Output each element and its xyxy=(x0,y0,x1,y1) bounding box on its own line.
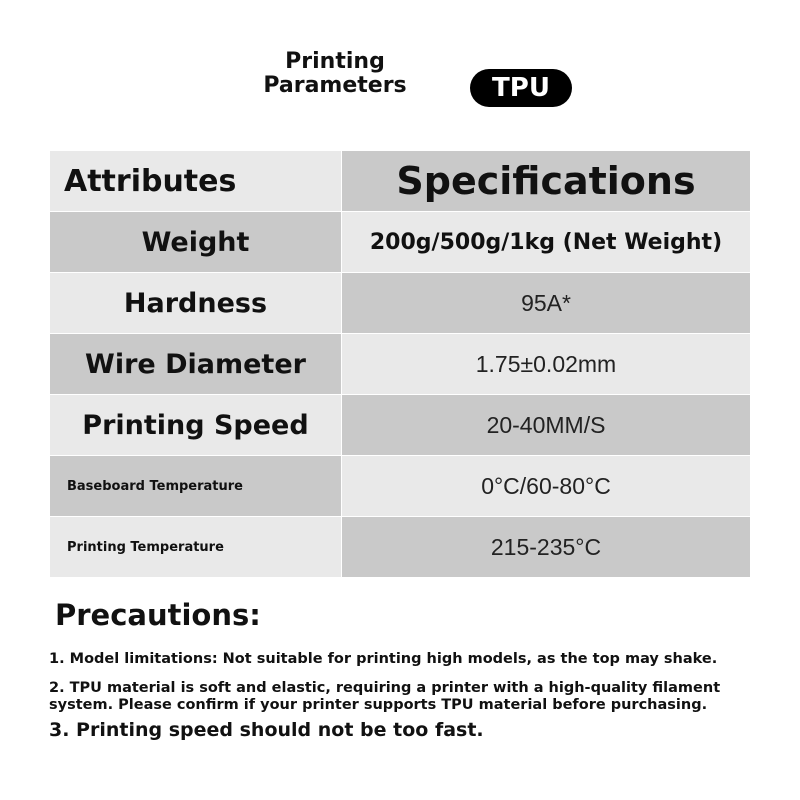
page-title-line1: Printing xyxy=(285,49,385,74)
spec-hardness: 95A* xyxy=(342,273,751,334)
table-header-attributes: Attributes xyxy=(50,151,342,212)
material-badge: TPU xyxy=(470,69,572,107)
attribute-baseboard-temperature: Baseboard Temperature xyxy=(50,456,342,517)
parameters-table xyxy=(50,151,751,578)
attribute-printing-speed: Printing Speed xyxy=(50,395,342,456)
spec-wire-diameter: 1.75±0.02mm xyxy=(342,334,751,395)
precaution-item-3: 3. Printing speed should not be too fast. xyxy=(49,719,484,741)
attribute-weight: Weight xyxy=(50,212,342,273)
precautions-title: Precautions: xyxy=(55,598,261,632)
spec-printing-temperature: 215-235°C xyxy=(342,517,751,578)
spec-baseboard-temperature: 0°C/60-80°C xyxy=(342,456,751,517)
page-title xyxy=(220,50,450,98)
precaution-item-2: 2. TPU material is soft and elastic, requiring a printer with a high-quality filament system. Please confirm if your printer supports TPU material before purchasing. xyxy=(49,680,721,713)
spec-weight: 200g/500g/1kg (Net Weight) xyxy=(342,212,751,273)
attribute-wire-diameter: Wire Diameter xyxy=(50,334,342,395)
attribute-printing-temperature: Printing Temperature xyxy=(50,517,342,578)
table-header-specifications: Specifications xyxy=(342,151,751,212)
attribute-hardness: Hardness xyxy=(50,273,342,334)
precaution-item-1: 1. Model limitations: Not suitable for printing high models, as the top may shake. xyxy=(49,651,718,667)
spec-printing-speed: 20-40MM/S xyxy=(342,395,751,456)
page-title-line2: Parameters xyxy=(263,73,407,98)
